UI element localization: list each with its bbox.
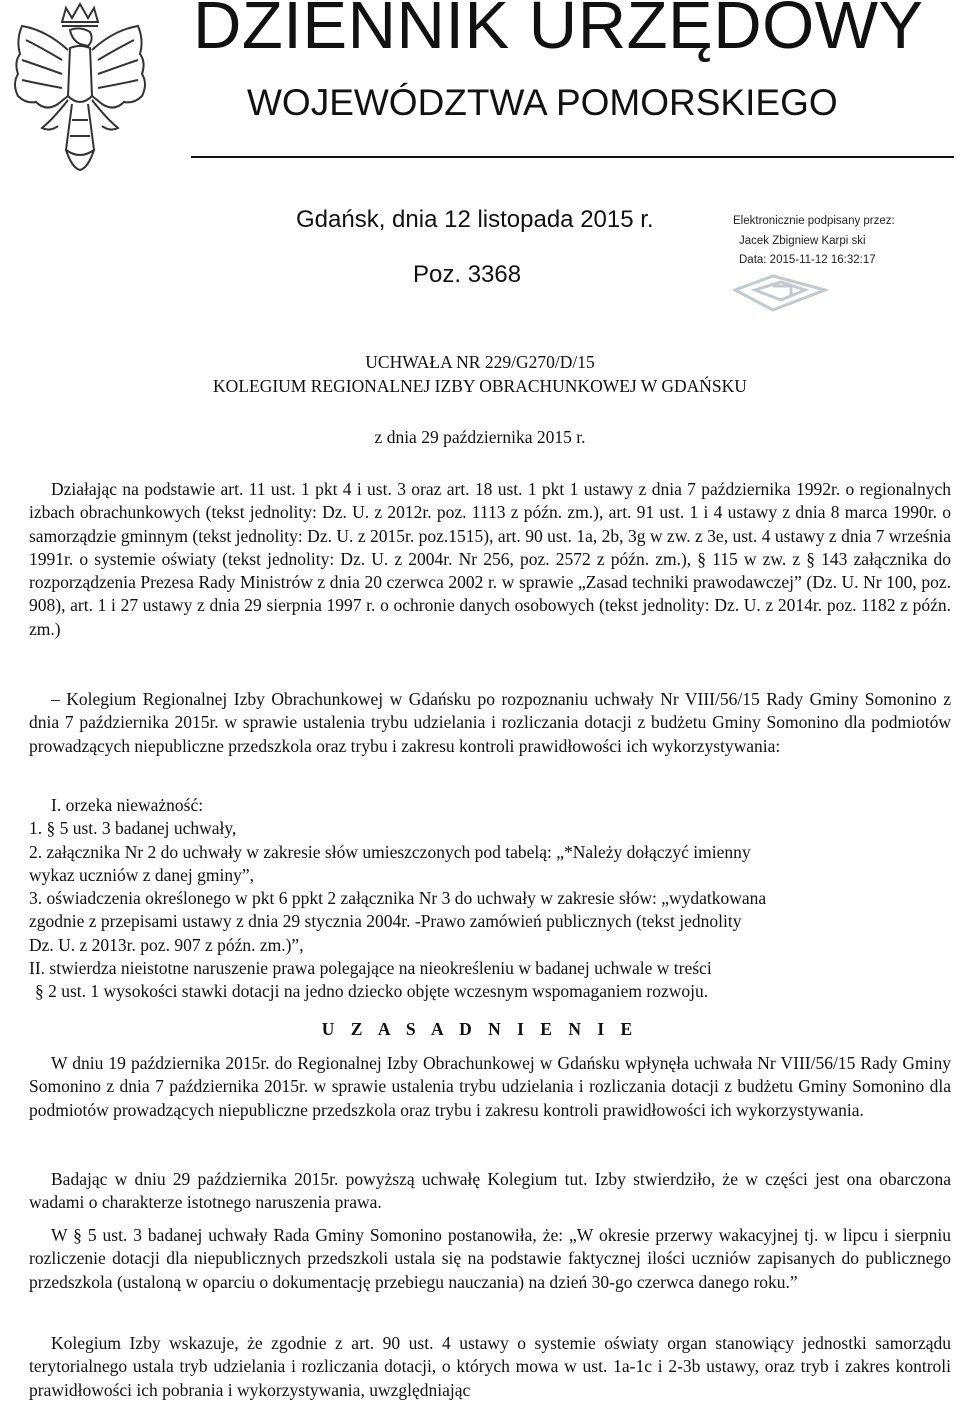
ruling-item: I. orzeka nieważność: xyxy=(51,795,204,815)
masthead-divider xyxy=(191,156,954,158)
ruling-item: 2. załącznika Nr 2 do uchwały w zakresie słów umieszczonych pod tabelą: „*Należy dołączyć imienny xyxy=(29,841,751,862)
gazette-title: DZIENNIK URZĘDOWY xyxy=(193,0,924,63)
issuing-body: KOLEGIUM REGIONALNEJ IZBY OBRACHUNKOWEJ W GDAŃSKU xyxy=(213,376,747,396)
ruling-item: wykaz uczniów z danej gminy”, xyxy=(29,864,254,885)
justification-paragraph: W dniu 19 października 2015r. do Regionalnej Izby Obrachunkowej w Gdańsku wpłynęła uchwała Nr VIII/56/15 Rady Gminy Somonino z dnia 7 października 2015r. w sprawie ustalenia trybu udzielania i rozliczania dotacji z budżetu Gminy Somonino dla podmiotów prowadzących niepubliczne przedszkola oraz trybu i zakresu kontroli prawidłowości ich wykorzystywania. xyxy=(29,1053,951,1120)
legal-basis-paragraph: Działając na podstawie art. 11 ust. 1 pkt 4 i ust. 3 oraz art. 18 ust. 1 pkt 1 ustawy z dnia 7 października 1992r. o regionalnych izbach obrachunkowych (tekst jednolity: Dz. U. z 2012r. poz. 1113 z późn. zm.), art. 91 ust. 1 i 4 ustawy z dnia 8 marca 1990r. o samorządzie gminnym (tekst jednolity: Dz. U. z 2015r. poz.1515), art. 90 ust. 1a, 2b, 3g w zw. z 3e, ust. 4 ustawy z dnia 7 września 1991r. o systemie oświaty (tekst jednolity: Dz. U. z 2004r. Nr 256, poz. 2572 z późn. zm.), § 115 w zw. z § 143 załącznika do rozporządzenia Prezesa Rady Ministrów z dnia 20 czerwca 2002 r. w sprawie „Zasad techniki prawodawczej” (Dz. U. Nr 100, poz. 908), art. 1 i 27 ustawy z dnia 29 sierpnia 1997 r. o ochronie danych osobowych (tekst jednolity: Dz. U. z 2014r. poz. 1182 z późn. zm.) xyxy=(29,479,951,639)
ruling-item: 3. oświadczenia określonego w pkt 6 ppkt 2 załącznika Nr 3 do uchwały w zakresie słów: „wydatkowana xyxy=(29,888,767,909)
resolution-date: z dnia 29 października 2015 r. xyxy=(374,427,586,447)
electronic-signature xyxy=(733,210,948,310)
signature-label: Elektronicznie podpisany przez: xyxy=(733,215,895,227)
eagle-emblem-icon xyxy=(6,0,154,178)
justification-heading: U Z A S A D N I E N I E xyxy=(321,1019,639,1039)
publication-date: Gdańsk, dnia 12 listopada 2015 r. xyxy=(296,206,654,233)
ruling-item: § 2 ust. 1 wysokości stawki dotacji na jedno dziecko objęte wczesnym wspomaganiem rozwoju. xyxy=(35,981,709,1002)
ruling-item: Dz. U. z 2013r. poz. 907 z późn. zm.)”, xyxy=(29,934,304,955)
ruling-item: zgodnie z przepisami ustawy z dnia 29 stycznia 2004r. -Prawo zamówień publicznych (tekst jednolity xyxy=(29,911,742,932)
signature-date: Data: 2015-11-12 16:32:17 xyxy=(739,254,876,266)
resolution-number: UCHWAŁA NR 229/G270/D/15 xyxy=(365,352,595,372)
gazette-subtitle: WOJEWÓDZTWA POMORSKIEGO xyxy=(247,82,838,123)
ruling-item: 1. § 5 ust. 3 badanej uchwały, xyxy=(29,818,237,839)
ruling-item: II. stwierdza nieistotne naruszenie prawa polegające na nieokreśleniu w badanej uchwale w treści xyxy=(29,958,712,979)
justification-paragraph: W § 5 ust. 3 badanej uchwały Rada Gminy Somonino postanowiła, że: „W okresie przerwy wakacyjnej tj. w lipcu i sierpniu rozliczenie dotacji dla niepublicznych przedszkoli ustala się na podstawie faktycznej ilości uczniów zapisanych do publicznego przedszkola (ustaloną w oparciu o dokumentację przebiegu nauczania) na dzień 30-go czerwca danego roku.” xyxy=(29,1225,951,1292)
signature-logo-icon xyxy=(733,268,828,318)
signature-signer: Jacek Zbigniew Karpi ski xyxy=(739,235,866,247)
ruling-list xyxy=(29,794,951,1004)
justification-paragraph: Badając w dniu 29 października 2015r. powyższą uchwałę Kolegium tut. Izby stwierdziło, że w części jest ona obarczona wadami o charakterze istotnego naruszenia prawa. xyxy=(29,1169,951,1213)
intro-paragraph: – Kolegium Regionalnej Izby Obrachunkowej w Gdańsku po rozpoznaniu uchwały Nr VIII/56/15 Rady Gminy Somonino z dnia 7 października 2015r. w sprawie ustalenia trybu udzielania i rozliczania dotacji z budżetu Gminy Somonino dla podmiotów prowadzących niepubliczne przedszkola oraz trybu i zakresu kontroli prawidłowości ich wykorzystywania: xyxy=(29,689,951,756)
position-number: Poz. 3368 xyxy=(413,261,522,288)
justification-paragraph: Kolegium Izby wskazuje, że zgodnie z art. 90 ust. 4 ustawy o systemie oświaty organ stanowiący jednostki samorządu terytorialnego ustala tryb udzielania i rozliczania dotacji, o których mowa w ust. 1a-1c i 2-3b ustawy, oraz tryb i zakres kontroli prawidłowości ich pobrania i wykorzystywania, uwzględniając xyxy=(29,1333,951,1400)
